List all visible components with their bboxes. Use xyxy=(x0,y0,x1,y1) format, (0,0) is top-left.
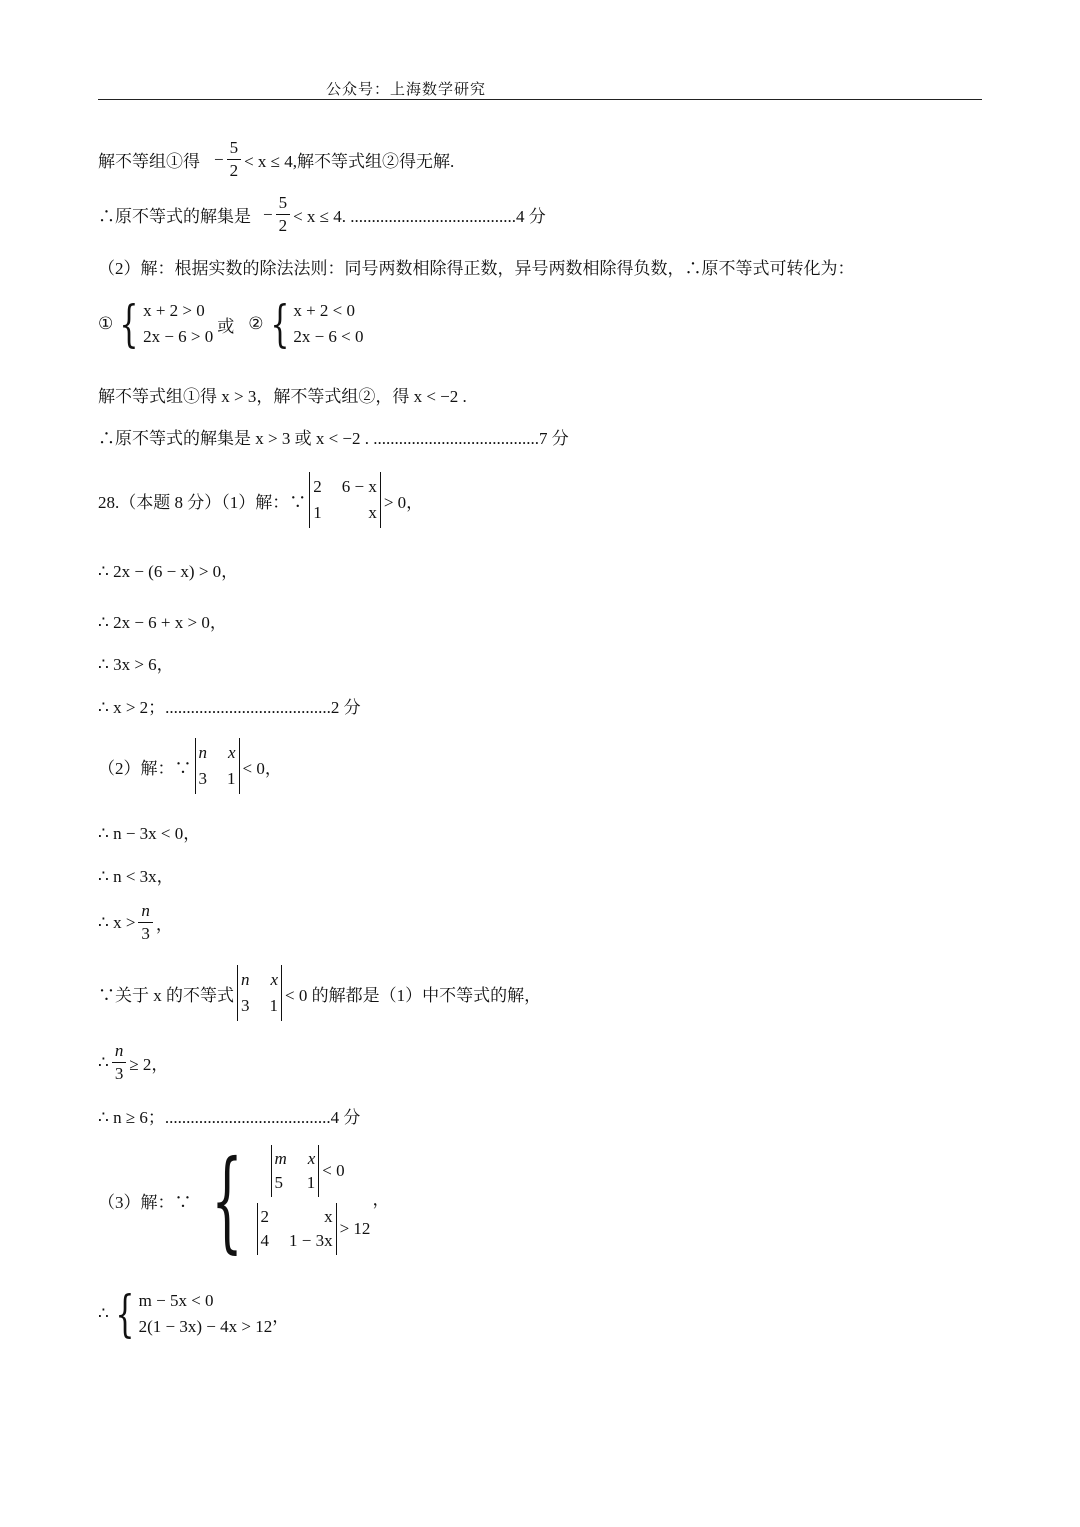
line-18-text: ∴ n ≥ 6；.......................................4 分 xyxy=(98,1108,361,1127)
det-cell: x xyxy=(307,1149,316,1168)
det-cell: n xyxy=(198,743,207,762)
det-cell: 1 xyxy=(269,996,278,1015)
determinant-3 xyxy=(237,965,282,1021)
circled-two: ② xyxy=(248,314,264,333)
system-1 xyxy=(113,295,214,353)
system-2 xyxy=(264,295,364,353)
line-13 xyxy=(98,819,200,844)
line-8 xyxy=(98,557,238,582)
line-5-text: 解不等式组①得 x > 3，解不等式组②，得 x < −2 . xyxy=(98,387,467,406)
det-cell: 4 xyxy=(260,1231,269,1250)
line-7 xyxy=(98,472,423,528)
line-3 xyxy=(98,254,855,279)
line-17-prefix: ∴ xyxy=(98,1052,109,1072)
line-20-suffix: ， xyxy=(272,1306,290,1326)
line-10 xyxy=(98,650,174,675)
line-15-suffix: ， xyxy=(155,915,173,934)
determinant-4 xyxy=(271,1145,320,1197)
system-3-row-2: 2(1 − 3x) − 4x > 12 xyxy=(138,1317,273,1336)
line-7-suffix: > 0， xyxy=(383,492,424,512)
line-15-prefix: ∴ x > xyxy=(98,912,136,932)
line-20-prefix: ∴ xyxy=(98,1304,109,1323)
line-17 xyxy=(98,1040,168,1085)
det-cell: x xyxy=(324,1207,333,1226)
det-cell: 3 xyxy=(241,996,250,1015)
determinant-2 xyxy=(195,738,240,794)
line-6 xyxy=(98,424,569,449)
line-16-suffix: < 0 的解都是（1）中不等式的解， xyxy=(285,985,542,1005)
det-cell: 5 xyxy=(274,1173,283,1192)
line-2-neg: − xyxy=(263,204,273,224)
det-cell: x xyxy=(368,503,377,522)
system-row-2 xyxy=(254,1203,371,1255)
fraction-numerator: 5 xyxy=(227,137,242,160)
determinant-system xyxy=(192,1136,371,1264)
system-3-row-1: m − 5x < 0 xyxy=(138,1291,214,1310)
line-19-suffix: ， xyxy=(372,1189,390,1209)
line-2 xyxy=(98,192,546,237)
line-15-fraction xyxy=(138,900,153,945)
line-11 xyxy=(98,693,361,718)
system-row-1 xyxy=(268,1145,371,1197)
det-cell: 2 xyxy=(313,477,322,496)
line-2-prefix: ∴原不等式的解集是 xyxy=(98,207,251,226)
fraction-denominator: 3 xyxy=(141,924,150,943)
line-8-text: ∴ 2x − (6 − x) > 0， xyxy=(98,562,239,581)
line-1-suffix: < x ≤ 4,解不等式组②得无解. xyxy=(244,152,455,171)
det-cell: 1 xyxy=(313,503,322,522)
page-header: 公众号：上海数学研究 xyxy=(326,80,487,98)
line-5 xyxy=(98,382,467,407)
determinant-1 xyxy=(309,472,381,528)
fraction-denominator: 2 xyxy=(278,216,288,235)
line-6-text: ∴原不等式的解集是 x > 3 或 x < −2 . .......................................7 分 xyxy=(98,429,569,448)
system-row-1-relation: < 0 xyxy=(322,1161,345,1180)
line-1 xyxy=(98,137,454,182)
line-1-prefix: 解不等组①得 xyxy=(98,152,200,171)
line-10-text: ∴ 3x > 6， xyxy=(98,655,174,674)
det-cell: 1 − 3x xyxy=(289,1231,333,1250)
det-cell: 2 xyxy=(260,1207,269,1226)
det-cell: 6 − x xyxy=(341,477,377,496)
line-1-fraction xyxy=(227,137,242,182)
system-1-row-2: 2x − 6 > 0 xyxy=(143,327,214,346)
system-2-row-1: x + 2 < 0 xyxy=(293,301,355,320)
line-1-neg: − xyxy=(214,149,224,169)
line-16-prefix: ∵关于 x 的不等式 xyxy=(98,985,234,1005)
line-2-suffix: < x ≤ 4. .......................................4 分 xyxy=(293,207,546,226)
system-1-row-1: x + 2 > 0 xyxy=(143,301,205,320)
line-12 xyxy=(98,738,282,794)
line-9-text: ∴ 2x − 6 + x > 0， xyxy=(98,613,227,632)
line-17-suffix: ≥ 2， xyxy=(129,1055,169,1074)
line-20 xyxy=(98,1285,290,1343)
fraction-numerator: 5 xyxy=(276,192,291,215)
det-cell: x xyxy=(227,743,236,762)
fraction-numerator: n xyxy=(112,1040,127,1063)
line-4 xyxy=(98,295,364,353)
det-cell: n xyxy=(241,970,250,989)
line-19 xyxy=(98,1136,390,1264)
line-14 xyxy=(98,862,174,887)
fraction-denominator: 2 xyxy=(229,161,239,180)
line-12-suffix: < 0， xyxy=(242,758,282,778)
line-16 xyxy=(98,965,541,1021)
det-cell: x xyxy=(270,970,278,989)
system-row-2-relation: > 12 xyxy=(339,1219,371,1238)
line-15 xyxy=(98,900,173,945)
fraction-denominator: 3 xyxy=(114,1064,124,1083)
line-11-text: ∴ x > 2；.......................................2 分 xyxy=(98,698,361,717)
det-cell: 1 xyxy=(306,1173,316,1192)
line-12-prefix: （2）解：∵ xyxy=(98,758,192,778)
left-brace-icon: { xyxy=(269,295,289,353)
line-18 xyxy=(98,1103,360,1128)
circled-one: ① xyxy=(98,314,114,333)
line-13-text: ∴ n − 3x < 0， xyxy=(98,824,201,843)
fraction-numerator: n xyxy=(138,900,153,923)
header-rule xyxy=(98,99,982,100)
det-cell: 1 xyxy=(227,769,236,788)
line-14-text: ∴ n < 3x， xyxy=(98,867,174,886)
line-9 xyxy=(98,608,227,633)
line-3-text: （2）解：根据实数的除法法则：同号两数相除得正数，异号两数相除得负数，∴原不等式可转化为： xyxy=(98,259,855,278)
system-3 xyxy=(109,1285,273,1343)
question-28-heading: 28.（本题 8 分）（1）解：∵ xyxy=(98,492,307,512)
left-brace-icon: { xyxy=(115,1285,135,1343)
line-17-fraction xyxy=(112,1040,127,1085)
line-2-fraction xyxy=(276,192,291,237)
line-19-prefix: （3）解：∵ xyxy=(98,1192,192,1212)
or-word: 或 xyxy=(217,316,235,336)
det-cell: m xyxy=(274,1149,287,1168)
left-brace-icon: { xyxy=(119,295,139,353)
left-brace-icon: { xyxy=(210,1136,243,1264)
determinant-5 xyxy=(257,1203,337,1255)
system-2-row-2: 2x − 6 < 0 xyxy=(293,327,364,346)
det-cell: 3 xyxy=(198,769,207,788)
